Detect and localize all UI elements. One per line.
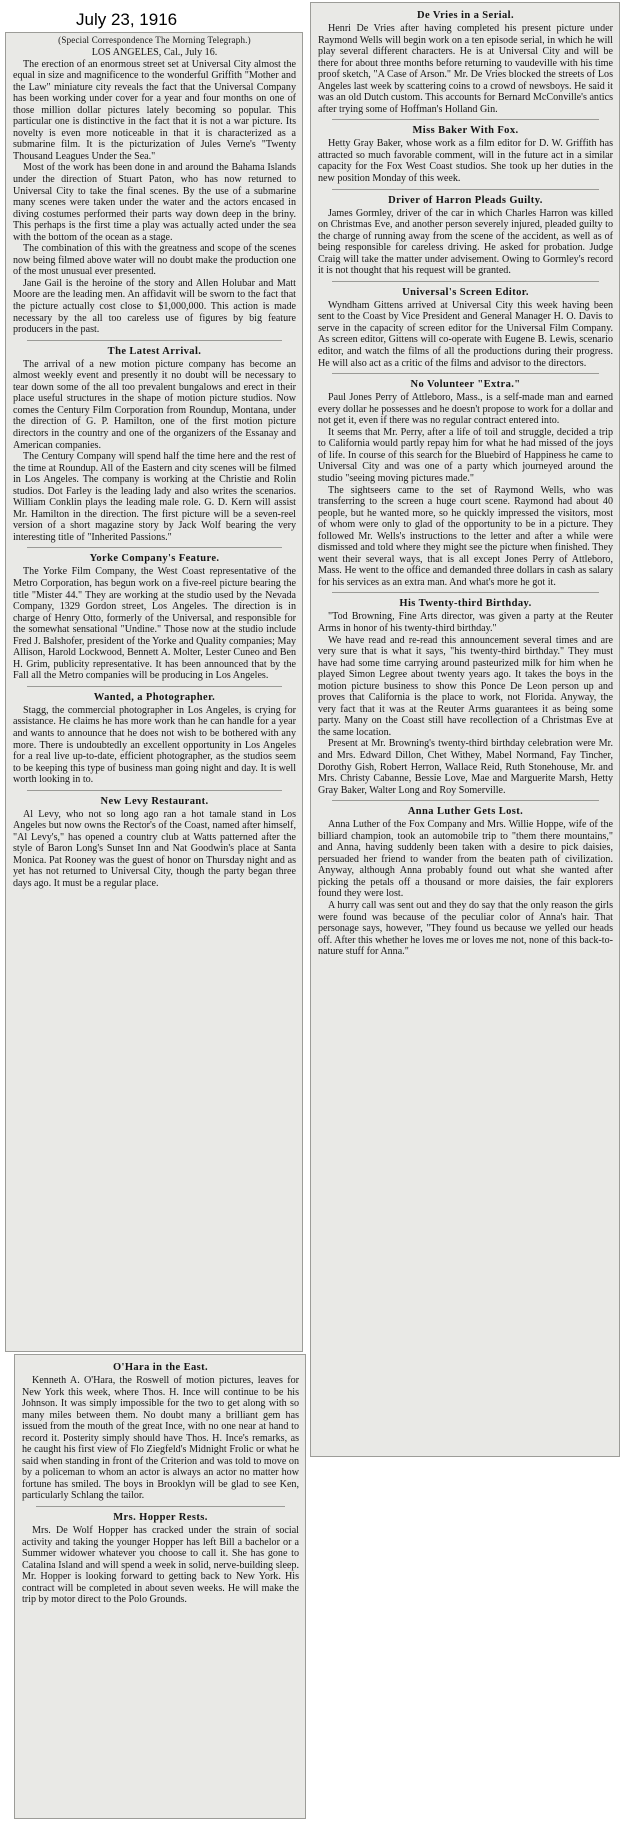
- article-paragraph: Jane Gail is the heroine of the story and Allen Holubar and Matt Moore are the leading men. An affidavit will be sworn to the fact that the picture actually cost close to $1,000,000. This action is made necessary by the all too careless use of figures by big feature producers in the past.: [13, 277, 296, 336]
- divider: [27, 686, 282, 687]
- article-yorke-company: [13, 553, 296, 681]
- article-paragraph: The sightseers came to the set of Raymond Wells, who was transferring to the screen a huge court scene. Raymond had about 40 people, but he wanted more, so he quickly impressed the visitors, most of whom were only to glad of the opportunity to be in a picture. They followed Mr. Wells's instructions to the letter and after a while were dismissed and told where they might see the picture when finished. They went their several ways, that is all except Jones Perry of Attleboro, Mass. He went to the office and demanded three dollars in cash as salary for his services as an extra man. And what's more he got it.: [318, 484, 613, 588]
- article-paragraph: We have read and re-read this announcement several times and are very sure that is what it says, "his twenty-third birthday." They must have had some time carrying around pasteurized milk for him when he played Simon Legree about twenty years ago. It takes the boys in the motion picture business to show this Ponce De Leon person up and proves that California is the place to work, not Florida. Anyway, the very fact that it was at the Reuter Arms guarantees it as being some party. Many on the Coast still have recollection of a Christmas Eve at the same location.: [318, 634, 613, 738]
- article-paragraph: Present at Mr. Browning's twenty-third birthday celebration were Mr. and Mrs. Edward Dillon, Chet Withey, Mabel Normand, Fay Tincher, Dorothy Gish, Robert Herron, Wallace Reid, Ruth Stonehouse, Mr. and Mrs. Christy Cabanne, Bessie Love, Mae and Marguerite Marsh, Hetty Gray Baker, Walter Long and Roy Somerville.: [318, 738, 613, 796]
- article-heading: De Vries in a Serial.: [417, 10, 514, 21]
- article-paragraph: It seems that Mr. Perry, after a life of toil and struggle, decided a trip to California would partly repay him for what he had missed of the joys of life. In course of this search for the Bluebird of Happiness he came to Universal City and was one of a party which journeyed around the studio "seeing moving pictures made.": [318, 426, 613, 484]
- dateline: (Special Correspondence The Morning Telegraph.): [58, 35, 251, 45]
- article-mrs-hopper: [22, 1512, 299, 1606]
- article-heading: His Twenty-third Birthday.: [399, 598, 532, 610]
- article-heading: Yorke Company's Feature.: [89, 553, 220, 565]
- article-paragraph: Al Levy, who not so long ago ran a hot tamale stand in Los Angeles but now owns the Rector's of the Coast, named after himself, "Al Levy's," has opened a country club at Watts patterned after the style of Baron Long's Sunset Inn and Nat Goodwin's place at Santa Monica. Pat Rooney was the guest of honor on Thursday night and as yet has not returned to Universal City, though the party began three days ago. It must be a regular place.: [13, 808, 296, 889]
- article-paragraph: Wyndham Gittens arrived at Universal City this week having been sent to the Coast by Vice President and General Manager H. O. Davis to serve in the capacity of screen editor for the Universal Film Company. As screen editor, Gittens will co-operate with Eugene B. Lewis, scenario editor, and watch the films of all the productions during their progress. He will also act as a critic of the films and advisor to the directors.: [318, 299, 613, 369]
- article-heading: Wanted, a Photographer.: [93, 691, 216, 703]
- article-paragraph: The combination of this with the greatness and scope of the scenes now being filmed above water will no doubt make the production one of the most unusual ever presented.: [13, 243, 296, 278]
- article-paragraph: The arrival of a new motion picture company has become an almost weekly event and presently it no doubt will be necessary to tear down some of the all too prevalent bungalows and erect in their place useful structures in the shape of motion picture studios. Now comes the Century Film Corporation from Roundup, Montana, under the direction of G. P. Hamilton, one of the first motion picture directors in the country and one of the organizers of the Essanay and American companies.: [13, 358, 296, 451]
- article-heading: The Latest Arrival.: [107, 345, 202, 357]
- divider: [332, 800, 599, 801]
- article-heading: New Levy Restaurant.: [100, 795, 209, 807]
- divider: [36, 1506, 285, 1507]
- clipping-date: July 23, 1916: [76, 10, 178, 29]
- article-ohara-east: [22, 1362, 299, 1502]
- article-anna-luther-lost: [318, 806, 613, 958]
- divider: [332, 189, 599, 190]
- article-heading: Mrs. Hopper Rests.: [113, 1512, 208, 1524]
- article-paragraph: Mrs. De Wolf Hopper has cracked under the strain of social activity and taking the younger Hopper has left Bill a bachelor or a Summer widower whatever you choose to call it. She has gone to Catalina Island and will spend a week in solid, nerve-building sleep. Mr. Hopper is looking forward to getting back to New York. His contract will be completed in about seven weeks. He will make the trip by motor direct to the Polo Grounds.: [22, 1525, 299, 1606]
- article-paragraph: The Century Company will spend half the time here and the rest of the time at Roundup. All of the Eastern and city scenes will be filmed in Los Angeles. The company is working at the Christie and Rolin studios. Dot Farley is the leading lady and also writes the scenarios. William Conklin plays the leading male role. G. D. Kern will assist Mr. Hamilton in the direction. The first picture will be a seven-reel version of a short magazine story by Jack Wolf bearing the very interesting title of "Inherited Passions.": [13, 451, 296, 543]
- article-wanted-photographer: [13, 692, 296, 786]
- article-paragraph: Kenneth A. O'Hara, the Roswell of motion pictures, leaves for New York this week, where Thos. H. Ince will continue to be his Johnson. It was simply impossible for the two to get along with so many miles between them. No doubt many a brilliant gem has issued from the mouth of the great Ince, with no one near at hand to record it. Posterity simply should have Thos. H. Ince's remarks, as he caught his first view of Flo Ziegfeld's Midnight Frolic or what he said when standing in front of the Criterion and was told to move on by a policeman to whom an actor is always an actor no matter how fortune has smiled. The boys in Brooklyn will be glad to see Ken, particularly Schlang the tailor.: [22, 1375, 299, 1502]
- article-de-vries-serial: [318, 10, 613, 115]
- article-paragraph: A hurry call was sent out and they do say that the only reason the girls were found was because of the peculiar color of Anna's hair. That personage says, however, "They found us because we yelled our heads off. After this whether he loves me or loves me not, none of this back-to-nature stuff for Anna.": [318, 900, 613, 958]
- article-no-volunteer-extra: [318, 379, 613, 588]
- article-paragraph: The Yorke Film Company, the West Coast representative of the Metro Corporation, has begun work on a five-reel picture bearing the title "Mister 44." They are working at the studio used by the Nevada Company, 1329 Gordon street, Los Angeles. The direction is in charge of Henry Otto, formerly of the Universal, and responsible for the somewhat sensational "Undine." Those now at the studio include Fred J. Balshofer, president of the Yorke and Quality companies; May Allison, Harold Lockwood, Bennett A. Molter, Lester Cuneo and Ben H. Grim, publicity representative. It has been announced that by the Fall all the Metro companies will be producing in Los Angeles.: [13, 566, 296, 682]
- article-paragraph: LOS ANGELES, Cal., July 16.: [91, 47, 218, 58]
- article-paragraph: Henri De Vries after having completed his present picture under Raymond Wells will begin work on a ten episode serial, in which he will play several different characters. He is at Universal City and will be there for about three months before returning to vaudeville with his time proof sketch, "A Case of Arson." Mr. De Vries blocked the streets of Los Angeles last week by scattering coins to a crowd of newsboys. He said it was an old Dutch custom. This accounts for Bernard McConville's antics after trying some of Hoffman's Holland Gin.: [318, 23, 613, 115]
- article-heading: Driver of Harron Pleads Guilty.: [388, 194, 543, 206]
- article-screen-editor: [318, 287, 613, 369]
- article-paragraph: "Tod Browning, Fine Arts director, was given a party at the Reuter Arms in honor of his twenty-third birthday.": [318, 611, 613, 634]
- divider: [332, 592, 599, 593]
- article-paragraph: Most of the work has been done in and around the Bahama Islands under the direction of Stuart Paton, who has now returned to Universal City to take the final scenes. By the use of a submarine many scenes were taken under the water and the actors encased in diving costumes performed their parts way down deep in the briny. This perhaps is the first time a play was actually acted under the sea with the bottom of the ocean as a stage.: [13, 162, 296, 243]
- article-submarine-film: [13, 35, 296, 336]
- divider: [332, 119, 599, 120]
- clipping-left-upper: [5, 32, 303, 1352]
- article-paragraph: Hetty Gray Baker, whose work as a film editor for D. W. Griffith has attracted so much favorable comment, will in the future act in a similar capacity for the Fox West Coast studios. She took up her duties in the new position Monday of this week.: [318, 138, 613, 185]
- divider: [332, 373, 599, 374]
- article-twenty-third-birthday: [318, 598, 613, 796]
- article-latest-arrival: [13, 346, 296, 544]
- article-levy-restaurant: [13, 796, 296, 890]
- divider: [27, 340, 282, 341]
- article-miss-baker-fox: [318, 125, 613, 184]
- clipping-right: [310, 2, 620, 1457]
- divider: [27, 790, 282, 791]
- article-heading: O'Hara in the East.: [112, 1362, 209, 1373]
- article-paragraph: James Gormley, driver of the car in which Charles Harron was killed on Christmas Eve, and another person severely injured, pleaded guilty to the charge of running away from the scene of the accident, as well as of being responsible for careless driving. He asked for probation. Judge Craig will take the matter under advisement. Owing to Gormley's record it is not thought that his request will be granted.: [318, 207, 613, 277]
- article-heading: Miss Baker With Fox.: [412, 125, 519, 137]
- clipping-left-lower: [14, 1354, 306, 1819]
- article-heading: Anna Luther Gets Lost.: [407, 806, 524, 818]
- article-paragraph: Stagg, the commercial photographer in Los Angeles, is crying for assistance. He claims he has more work than he can handle for a year and wants to announce that he does not wish to be bothered with any more. There is undoubtedly an excellent opportunity in Los Angeles for a real live up-to-date, efficient photographer, as the studios seem to be keeping this type of business man going night and day. It is well worth looking in to.: [13, 704, 296, 786]
- article-harron-driver: [318, 195, 613, 277]
- divider: [27, 547, 282, 548]
- article-paragraph: Anna Luther of the Fox Company and Mrs. Willie Hoppe, wife of the billiard champion, took an automobile trip to "them there mountains," and Anna, having suddenly been taken with a desire to pick daisies, persuaded her friend to wander from the beaten path of civilization. Anyway, although Anna probably found out what she wanted after picking the petals off a thousand or more daisies, the fair explorers found they were lost.: [318, 819, 613, 900]
- article-paragraph: The erection of an enormous street set at Universal City almost the equal in size and magnificence to the wonderful Griffith "Mother and the Law" miniature city reveals the fact that the Universal Company has been working under cover for a year and four months on one of those million dollar pictures lately becoming so popular. This particular one is distinctive in the fact that it is not a war picture. Its novelty is even more noticeable in that it is characterized as a submarine film. It is the picturization of Jules Verne's "Twenty Thousand Leagues Under the Sea.": [13, 58, 296, 162]
- divider: [332, 281, 599, 282]
- article-heading: No Volunteer "Extra.": [410, 379, 521, 391]
- article-heading: Universal's Screen Editor.: [402, 286, 529, 298]
- article-paragraph: Paul Jones Perry of Attleboro, Mass., is a self-made man and earned every dollar he possesses and he doesn't propose to work for a dollar and not get it, even if there was no regular contract entered into.: [318, 392, 613, 427]
